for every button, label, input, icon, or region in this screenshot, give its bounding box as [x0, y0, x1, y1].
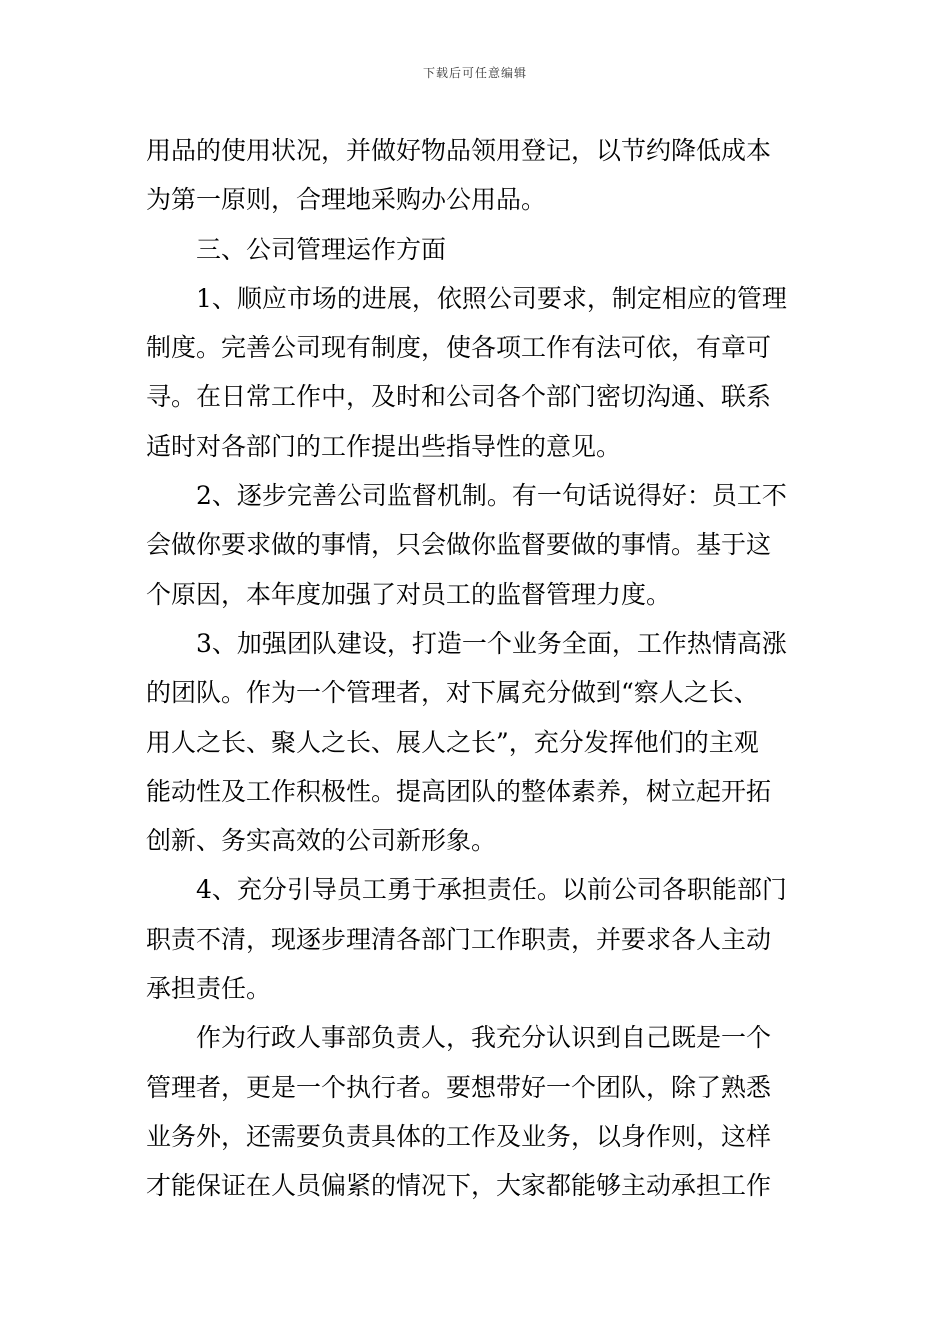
text-line: 适时对各部门的工作提出些指导性的意见。 [146, 431, 622, 461]
text-line: 个原因，本年度加强了对员工的监督管理力度。 [146, 579, 672, 609]
text-line: 的团队。作为一个管理者，对下属充分做到“察人之长、 [146, 678, 759, 708]
text-line: 能动性及工作积极性。提高团队的整体素养，树立起开拓 [146, 776, 772, 806]
text-line: 1、顺应市场的进展，依照公司要求，制定相应的管理 [196, 283, 787, 313]
text-line: 3、加强团队建设，打造一个业务全面，工作热情高涨 [196, 628, 787, 658]
section-heading: 三、公司管理运作方面 [196, 234, 447, 264]
text-line: 制度。完善公司现有制度，使各项工作有法可依，有章可 [146, 333, 772, 363]
text-line: 寻。在日常工作中，及时和公司各个部门密切沟通、联系 [146, 382, 772, 412]
text-line: 会做你要求做的事情，只会做你监督要做的事情。基于这 [146, 530, 772, 560]
text-line: 用品的使用状况，并做好物品领用登记，以节约降低成本 [146, 136, 772, 165]
text-line: 4、充分引导员工勇于承担责任。以前公司各职能部门 [196, 875, 787, 905]
document-body [146, 126, 806, 1211]
text-line: 用人之长、聚人之长、展人之长”，充分发挥他们的主观 [146, 727, 759, 757]
text-line: 才能保证在人员偏紧的情况下，大家都能够主动承担工作 [146, 1171, 772, 1201]
text-line: 业务外，还需要负责具体的工作及业务，以身作则，这样 [146, 1121, 772, 1151]
text-line: 作为行政人事部负责人，我充分认识到自己既是一个 [196, 1023, 772, 1053]
text-line: 为第一原则，合理地采购办公用品。 [146, 185, 547, 215]
text-line: 承担责任。 [146, 974, 272, 1004]
text-line: 职责不清，现逐步理清各部门工作职责，并要求各人主动 [146, 924, 772, 954]
text-line: 2、逐步完善公司监督机制。有一句话说得好：员工不 [196, 481, 787, 511]
text-line: 创新、务实高效的公司新形象。 [146, 826, 497, 856]
header-note: 下载后可任意编辑 [422, 66, 527, 80]
text-line: 管理者，更是一个执行者。要想带好一个团队，除了熟悉 [146, 1072, 772, 1102]
